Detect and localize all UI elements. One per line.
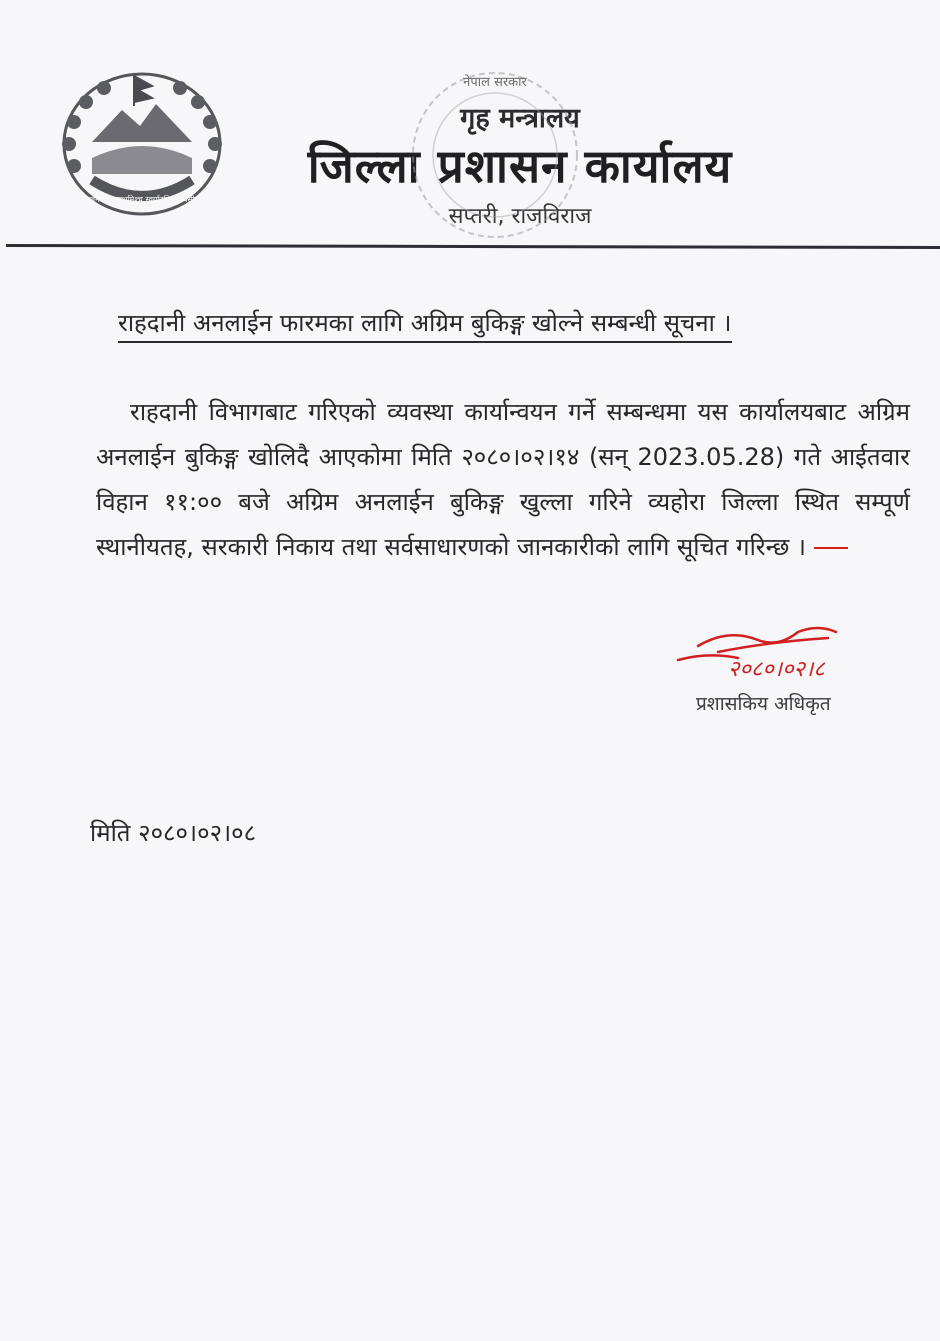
stamp-text: नेपाल सरकार [463, 75, 527, 90]
signature-date: २०८०।०२।८ [728, 657, 825, 682]
notice-date: मिति २०८०।०२।०८ [90, 819, 257, 847]
signature-dash [814, 547, 848, 549]
office-stamp-icon [400, 60, 590, 250]
notice-subject-text: राहदानी अनलाईन फारमका लागि अग्रिम बुकिङ्ग खोल्ने सम्बन्धी सूचना । [118, 309, 732, 343]
notice-subject [118, 306, 878, 339]
office-name: जिल्ला प्रशासन कार्यालय [307, 139, 733, 193]
nepal-government-emblem-icon [52, 62, 232, 222]
ministry-name: गृह मन्त्रालय [460, 103, 580, 134]
notice-body [96, 390, 910, 570]
office-location: सप्तरी, राजविराज [448, 204, 592, 229]
signatory-designation: प्रशासकिय अधिकृत [696, 693, 831, 715]
emblem-motto: जननी जन्मभूमिश्च स्वर्गादपि गरीयसी [89, 195, 195, 204]
handwritten-signature-icon [668, 618, 908, 688]
notice-body-text: राहदानी विभागबाट गरिएको व्यवस्था कार्यान्वयन गर्ने सम्बन्धमा यस कार्यालयबाट अग्रिम अनलाईन बुकिङ्ग खोलिदै आएकोमा मिति २०८०।०२।१४ (सन् 2023.05.28) गते आईतवार विहान ११:०० बजे अग्रिम अनलाईन बुकिङ्ग खुल्ला गरिने व्यहोरा जिल्ला स्थित सम्पूर्ण स्थानीयतह, सरकारी निकाय तथा सर्वसाधारणको जानकारीको लागि सूचित गरिन्छ । [96, 398, 910, 561]
